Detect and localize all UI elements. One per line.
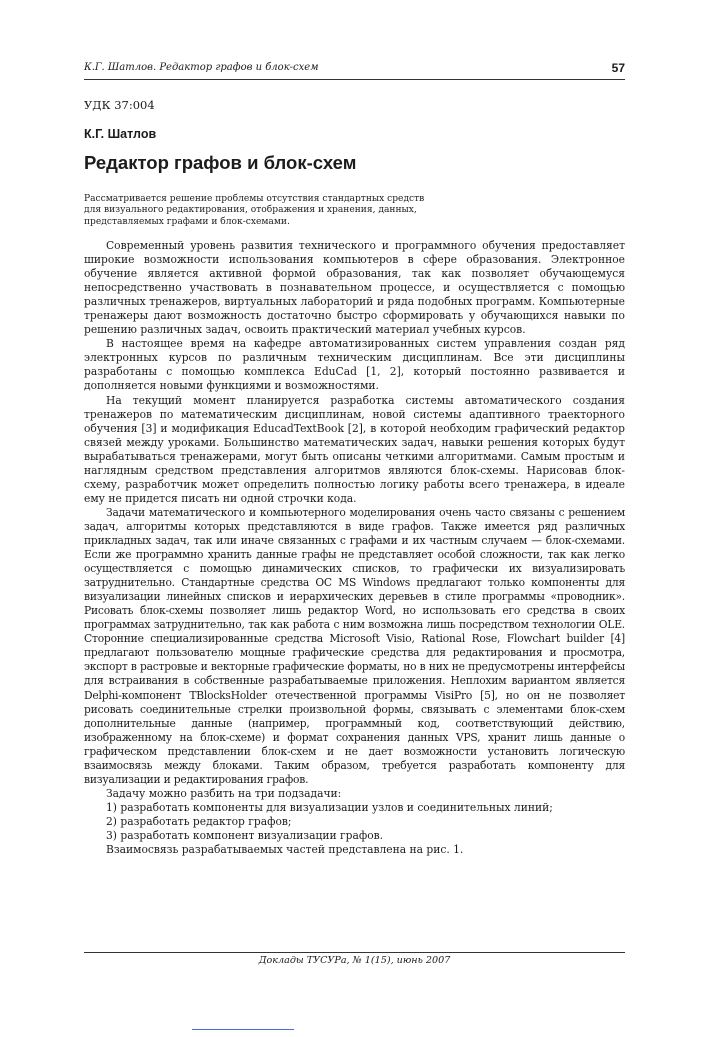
body-paragraph: Взаимосвязь разрабатываемых частей представлена на рис. 1. bbox=[106, 843, 464, 857]
abstract bbox=[84, 194, 474, 228]
abstract-line: представляемых графами и блок-схемами. bbox=[84, 216, 290, 227]
body-paragraph: В настоящее время на кафедре автоматизированных систем управления создан ряд электронных курсов по различным техническим дисциплинам. Все эти дисциплины разработаны с помощью комплекса EduCad [1, 2], который постоянно развивается и дополняется новыми функциями и возможностями. bbox=[84, 337, 625, 393]
list-item: 1) разработать компоненты для визуализации узлов и соединительных линий; bbox=[106, 800, 553, 814]
list-item: 3) разработать компонент визуализации графов. bbox=[106, 828, 384, 842]
article-body bbox=[84, 239, 625, 857]
running-title: К.Г. Шатлов. Редактор графов и блок-схем bbox=[84, 62, 319, 73]
link-underline bbox=[192, 1029, 294, 1030]
list-item: 2) разработать редактор графов; bbox=[106, 814, 292, 828]
header-divider bbox=[84, 79, 625, 80]
footer-divider bbox=[84, 952, 625, 953]
running-header bbox=[84, 60, 625, 76]
abstract-line: Рассматривается решение проблемы отсутствия стандартных средств bbox=[84, 194, 425, 204]
body-paragraph: Задачу можно разбить на три подзадачи: bbox=[106, 786, 342, 800]
author-name: К.Г. Шатлов bbox=[84, 127, 157, 141]
abstract-line: для визуального редактирования, отображения и хранения, данных, bbox=[84, 205, 417, 216]
journal-footer: Доклады ТУСУРа, № 1(15), июнь 2007 bbox=[258, 955, 451, 966]
body-paragraph: На текущий момент планируется разработка системы автоматического создания тренажеров по математическим дисциплинам, новой системы адаптивного траекторного обучения [3] и модификация EducadTextBook [2], в которой необходим графический редактор связей между уроками. Большинство математических задач, навыки решения которых будут вырабатываться тренажерами, могут быть описаны четкими алгоритмами. Самым простым и наглядным средством представления алгоритмов являются блок-схемы. Нарисовав блок-схему, разработчик может определить полностью логику работы всего тренажера, в идеале ему не придется писать ни одной строчки кода. bbox=[84, 393, 625, 505]
article-title: Редактор графов и блок-схем bbox=[84, 152, 357, 173]
body-paragraph: Современный уровень развития технического и программного обучения предоставляет широкие возможности использования компьютеров в сфере образования. Электронное обучение является активной формой образования, так как позволяет обучающемуся непосредственно участвовать в познавательном процессе, и осуществляется с помощью различных тренажеров, виртуальных лабораторий и ряда подобных программ. Компьютерные тренажеры дают возможность достаточно быстро сформировать у обучающихся навыки по решению различных задач, освоить практический материал учебных курсов. bbox=[84, 239, 625, 337]
page-number: 57 bbox=[611, 61, 625, 75]
body-paragraph: Задачи математического и компьютерного моделирования очень часто связаны с решением задач, алгоритмы которых представляются в виде графов. Также имеется ряд различных прикладных задач, так или иначе связанных с графами и их частным случаем — блок-схемами. Если же программно хранить данные графы не представляет особой сложности, так как легко осуществляется с помощью динамических списков, то графически их визуализировать затруднительно. Стандартные средства ОС MS Windows предлагают только компоненты для визуализации линейных списков и иерархических деревьев в стиле программы «проводник». Рисовать блок-схемы позволяет лишь редактор Word, но использовать его средства в своих программах затруднительно, так как работа с ним возможна лишь посредством технологии OLE. Сторонние специализированные средства Microsoft Visio, Rational Rose, Flowchart builder [4] предлагают пользователю мощные графические средства для редактирования и просмотра, экспорт в растровые и векторные графические форматы, но в них не предусмотрены интерфейсы для встраивания в собственные разрабатываемые приложения. Неплохим вариантом является Delphi-компонент TBlocksHolder отечественной программы VisiPro [5], но он не позволяет рисовать соединительные стрелки произвольной формы, связывать с элементами блок-схем дополнительные данные (например, программный код, соответствующий действию, изображенному на блок-схеме) и формат сохранения данных VPS, хранит лишь данные о графическом представлении блок-схем и не дает возможности установить логическую взаимосвязь между блоками. Таким образом, требуется разработать компоненту для визуализации и редактирования графов. bbox=[84, 505, 625, 786]
udk-code: УДК 37:004 bbox=[84, 98, 155, 112]
